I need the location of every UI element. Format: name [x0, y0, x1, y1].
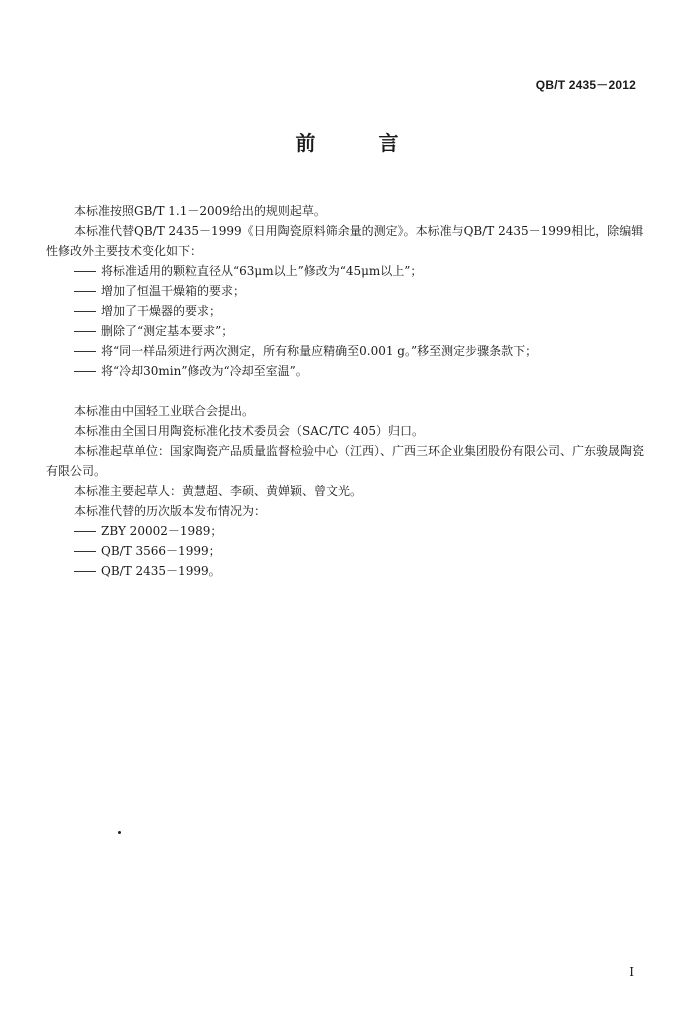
history-list: [46, 521, 646, 581]
paragraph-proposed-by: 本标准由中国轻工业联合会提出。: [74, 404, 255, 418]
list-item: [46, 321, 646, 341]
list-item-text: 将“同一样品须进行两次测定，所有称量应精确至0.001 g。”移至测定步骤条款下；: [101, 344, 538, 358]
paragraph-administered-by: 本标准由全国日用陶瓷标准化技术委员会（SAC/TC 405）归口。: [74, 424, 425, 438]
paragraph-drafting-rules: 本标准按照GB/T 1.1－2009给出的规则起草。: [74, 204, 326, 218]
list-item: [46, 521, 646, 541]
paragraph-drafters: 本标准主要起草人：黄慧超、李硕、黄婵颖、曾文光。: [74, 484, 363, 498]
paragraph-drafting-units: 本标准起草单位：国家陶瓷产品质量监督检验中心（江西）、广西三环企业集团股份有限公司、广东骏晟陶瓷有限公司。: [46, 444, 645, 478]
standard-code: QB/T 2435－2012: [535, 78, 636, 92]
dash-icon: [74, 571, 96, 572]
list-item: [46, 561, 646, 581]
dash-icon: [74, 551, 96, 552]
list-item: [46, 301, 646, 321]
paragraph-history-intro: 本标准代替的历次版本发布情况为：: [74, 504, 267, 518]
list-item-text: 增加了干燥器的要求；: [101, 304, 222, 318]
foreword-body: [46, 201, 646, 581]
dash-icon: [74, 271, 96, 272]
paragraph-replacement: 本标准代替QB/T 2435－1999《日用陶瓷原料筛余量的测定》。本标准与QB/T 2435－1999相比，除编辑性修改外主要技术变化如下：: [46, 224, 644, 258]
list-item: [46, 261, 646, 281]
page-title: 前 言: [295, 131, 427, 155]
list-item: [46, 541, 646, 561]
dash-icon: [74, 311, 96, 312]
page-number: I: [629, 965, 634, 979]
list-item: [46, 361, 646, 381]
dash-icon: [74, 291, 96, 292]
scan-speck: [118, 831, 121, 834]
dash-icon: [74, 531, 96, 532]
dash-icon: [74, 351, 96, 352]
dash-icon: [74, 371, 96, 372]
list-item-text: 增加了恒温干燥箱的要求；: [101, 284, 246, 298]
list-item-text: QB/T 3566－1999；: [101, 544, 221, 558]
list-item: [46, 341, 646, 361]
list-item-text: 将标准适用的颗粒直径从“63μm以上”修改为“45μm以上”；: [101, 264, 423, 278]
changes-list: [46, 261, 646, 381]
list-item-text: 将“冷却30min”修改为“冷却至室温”。: [101, 364, 308, 378]
dash-icon: [74, 331, 96, 332]
list-item-text: QB/T 2435－1999。: [101, 564, 221, 578]
list-item: [46, 281, 646, 301]
list-item-text: 删除了“测定基本要求”；: [101, 324, 234, 338]
list-item-text: ZBY 20002－1989；: [101, 524, 223, 538]
